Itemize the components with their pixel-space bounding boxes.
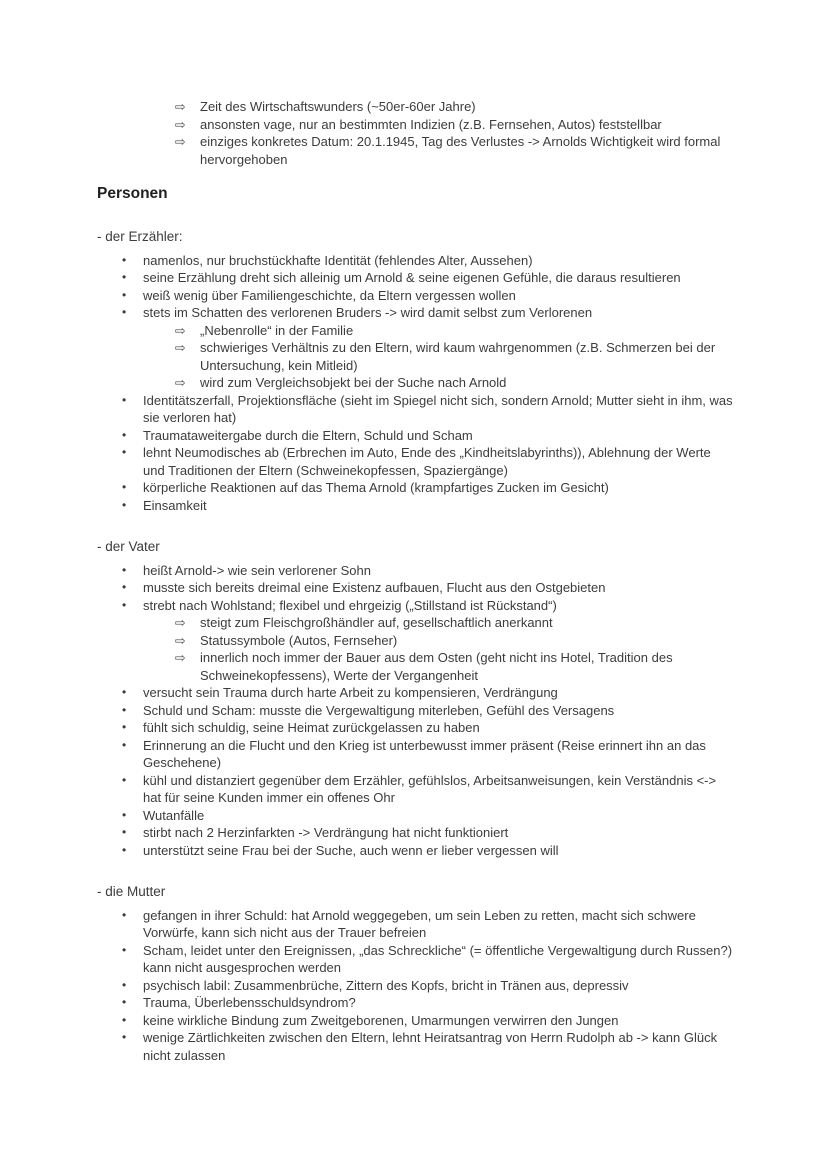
list-item <box>97 994 736 1012</box>
dot-bullet-icon: • <box>122 995 127 1009</box>
list-item-text: lehnt Neumodisches ab (Erbrechen im Auto, Ende des „Kindheitslabyrinths)), Ablehnung der Werte und Traditionen der Eltern (Schweinekopfessen, Spaziergänge) <box>143 445 711 478</box>
sub-list-item <box>97 649 736 684</box>
list-item <box>97 304 736 322</box>
list-item-text: schwieriges Verhältnis zu den Eltern, wird kaum wahrgenommen (z.B. Schmerzen bei der Untersuchung, kein Mitleid) <box>200 340 716 373</box>
list-item-text: einziges konkretes Datum: 20.1.1945, Tag des Verlustes -> Arnolds Wichtigkeit wird formal hervorgehoben <box>200 134 721 167</box>
list-item-text: wenige Zärtlichkeiten zwischen den Eltern, lehnt Heiratsantrag von Herrn Rudolph ab -> kann Glück nicht zulassen <box>143 1030 718 1063</box>
dot-bullet-icon: • <box>122 772 127 787</box>
list-item <box>97 597 736 615</box>
list-item <box>97 842 736 860</box>
erzaehler-list <box>97 252 736 515</box>
list-item-text: weiß wenig über Familiengeschichte, da Eltern vergessen wollen <box>143 287 516 303</box>
dot-bullet-icon: • <box>122 737 127 752</box>
arrow-bullet-icon: ⇨ <box>175 116 186 132</box>
list-item <box>97 269 736 287</box>
dot-bullet-icon: • <box>122 685 127 699</box>
list-item-text: psychisch labil: Zusammenbrüche, Zittern des Kopfs, bricht in Tränen aus, depressiv <box>143 977 629 993</box>
list-item <box>97 824 736 842</box>
arrow-bullet-icon: ⇨ <box>175 632 186 648</box>
arrow-bullet-icon: ⇨ <box>175 615 186 630</box>
vater-list <box>97 562 736 860</box>
dot-bullet-icon: • <box>122 427 127 442</box>
list-item <box>97 907 736 942</box>
list-item-text: Identitätszerfall, Projektionsfläche (sieht im Spiegel nicht sich, sondern Arnold; Mutter sieht in ihm, was sie verloren hat) <box>143 392 733 425</box>
arrow-bullet-icon: ⇨ <box>175 134 186 149</box>
list-item-text: seine Erzählung dreht sich alleinig um Arnold & seine eigenen Gefühle, die daraus resultieren <box>143 270 681 285</box>
list-item-text: Trauma, Überlebensschuldsyndrom? <box>143 995 356 1010</box>
dot-bullet-icon: • <box>122 305 127 319</box>
arrow-bullet-icon: ⇨ <box>175 340 186 355</box>
list-item-text: gefangen in ihrer Schuld: hat Arnold weggegeben, um sein Leben zu retten, macht sich schwere Vorwürfe, kann sich nicht aus der Trauer befreien <box>143 907 696 940</box>
list-item-text: Wutanfälle <box>143 807 205 823</box>
dot-bullet-icon: • <box>122 497 127 512</box>
dot-bullet-icon: • <box>122 597 127 612</box>
list-item <box>97 977 736 995</box>
list-item <box>97 719 736 737</box>
list-item-text: keine wirkliche Bindung zum Zweitgeborenen, Umarmungen verwirren den Jungen <box>143 1012 619 1028</box>
list-item <box>97 772 736 807</box>
list-item-text: Einsamkeit <box>143 497 207 513</box>
dot-bullet-icon: • <box>122 1030 127 1044</box>
arrow-bullet-icon: ⇨ <box>175 650 186 665</box>
sub-list-item <box>97 614 736 632</box>
list-item-text: unterstützt seine Frau bei der Suche, auch wenn er lieber vergessen will <box>143 842 559 858</box>
list-item <box>97 684 736 702</box>
list-item-text: Scham, leidet unter den Ereignissen, „das Schreckliche“ (= öffentliche Vergewaltigung durch Russen?) kann nicht ausgesprochen werden <box>143 942 733 975</box>
list-item-text: heißt Arnold-> wie sein verlorener Sohn <box>143 562 371 578</box>
intro-arrow-list <box>97 98 736 168</box>
dot-bullet-icon: • <box>122 702 127 717</box>
dot-bullet-icon: • <box>122 445 127 459</box>
list-item-text: Schuld und Scham: musste die Vergewaltigung miterleben, Gefühl des Versagens <box>143 702 615 718</box>
list-item-text: steigt zum Fleischgroßhändler auf, gesellschaftlich anerkannt <box>200 615 553 630</box>
list-item <box>97 479 736 497</box>
list-item-text: „Nebenrolle“ in der Familie <box>200 322 354 338</box>
page-heading-personen: Personen <box>97 185 168 202</box>
sub-list-item <box>97 98 736 116</box>
section-title-mutter: - die Mutter <box>97 884 166 899</box>
list-item-text: Zeit des Wirtschaftswunders (~50er-60er Jahre) <box>200 99 476 114</box>
list-item <box>97 562 736 580</box>
list-item-text: namenlos, nur bruchstückhafte Identität (fehlendes Alter, Aussehen) <box>143 252 533 268</box>
list-item <box>97 579 736 597</box>
list-item-text: stets im Schatten des verlorenen Bruders -> wird damit selbst zum Verlorenen <box>143 305 593 320</box>
dot-bullet-icon: • <box>122 580 127 594</box>
list-item-text: ansonsten vage, nur an bestimmten Indizien (z.B. Fernsehen, Autos) feststellbar <box>200 116 662 132</box>
arrow-bullet-icon: ⇨ <box>175 99 186 114</box>
dot-bullet-icon: • <box>122 977 127 992</box>
list-item <box>97 427 736 445</box>
dot-bullet-icon: • <box>122 270 127 284</box>
sub-list-item <box>97 339 736 374</box>
list-item <box>97 942 736 977</box>
dot-bullet-icon: • <box>122 907 127 922</box>
list-item <box>97 1012 736 1030</box>
list-item-text: kühl und distanziert gegenüber dem Erzähler, gefühlslos, Arbeitsanweisungen, kein Verständnis <-> hat für seine Kunden immer ein offenes Ohr <box>143 772 717 805</box>
dot-bullet-icon: • <box>122 480 127 494</box>
list-item-text: innerlich noch immer der Bauer aus dem Osten (geht nicht ins Hotel, Tradition des Schweinekopfessens), Werte der Vergangenheit <box>200 650 673 683</box>
list-item-text: wird zum Vergleichsobjekt bei der Suche nach Arnold <box>200 375 507 390</box>
dot-bullet-icon: • <box>122 287 127 302</box>
list-item-text: versucht sein Trauma durch harte Arbeit zu kompensieren, Verdrängung <box>143 685 558 700</box>
list-item-text: körperliche Reaktionen auf das Thema Arnold (krampfartiges Zucken im Gesicht) <box>143 480 609 495</box>
dot-bullet-icon: • <box>122 942 127 957</box>
section-title-erzaehler: - der Erzähler: <box>97 229 183 244</box>
list-item <box>97 287 736 305</box>
dot-bullet-icon: • <box>122 392 127 407</box>
sub-list-item <box>97 374 736 392</box>
dot-bullet-icon: • <box>122 720 127 734</box>
list-item-text: Erinnerung an die Flucht und den Krieg ist unterbewusst immer präsent (Reise erinnert ihn an das Geschehene) <box>143 737 706 770</box>
sub-list-item <box>97 116 736 134</box>
sub-list-item <box>97 133 736 168</box>
list-item-text: strebt nach Wohlstand; flexibel und ehrgeizig („Stillstand ist Rückstand“) <box>143 597 557 613</box>
list-item-text: fühlt sich schuldig, seine Heimat zurückgelassen zu haben <box>143 720 480 735</box>
list-item <box>97 252 736 270</box>
list-item <box>97 392 736 427</box>
list-item-text: Statussymbole (Autos, Fernseher) <box>200 632 398 648</box>
dot-bullet-icon: • <box>122 562 127 577</box>
list-item <box>97 737 736 772</box>
list-item <box>97 497 736 515</box>
dot-bullet-icon: • <box>122 825 127 839</box>
mutter-list <box>97 907 736 1065</box>
list-item <box>97 807 736 825</box>
section-title-vater: - der Vater <box>97 539 160 554</box>
list-item <box>97 444 736 479</box>
list-item <box>97 702 736 720</box>
list-item-text: stirbt nach 2 Herzinfarkten -> Verdrängung hat nicht funktioniert <box>143 825 509 840</box>
list-item-text: Traumataweitergabe durch die Eltern, Schuld und Scham <box>143 427 473 443</box>
list-item <box>97 1029 736 1064</box>
sub-list-item <box>97 632 736 650</box>
arrow-bullet-icon: ⇨ <box>175 375 186 390</box>
arrow-bullet-icon: ⇨ <box>175 322 186 338</box>
sub-list-item <box>97 322 736 340</box>
dot-bullet-icon: • <box>122 252 127 267</box>
dot-bullet-icon: • <box>122 807 127 822</box>
list-item-text: musste sich bereits dreimal eine Existenz aufbauen, Flucht aus den Ostgebieten <box>143 580 606 595</box>
dot-bullet-icon: • <box>122 842 127 857</box>
dot-bullet-icon: • <box>122 1012 127 1027</box>
